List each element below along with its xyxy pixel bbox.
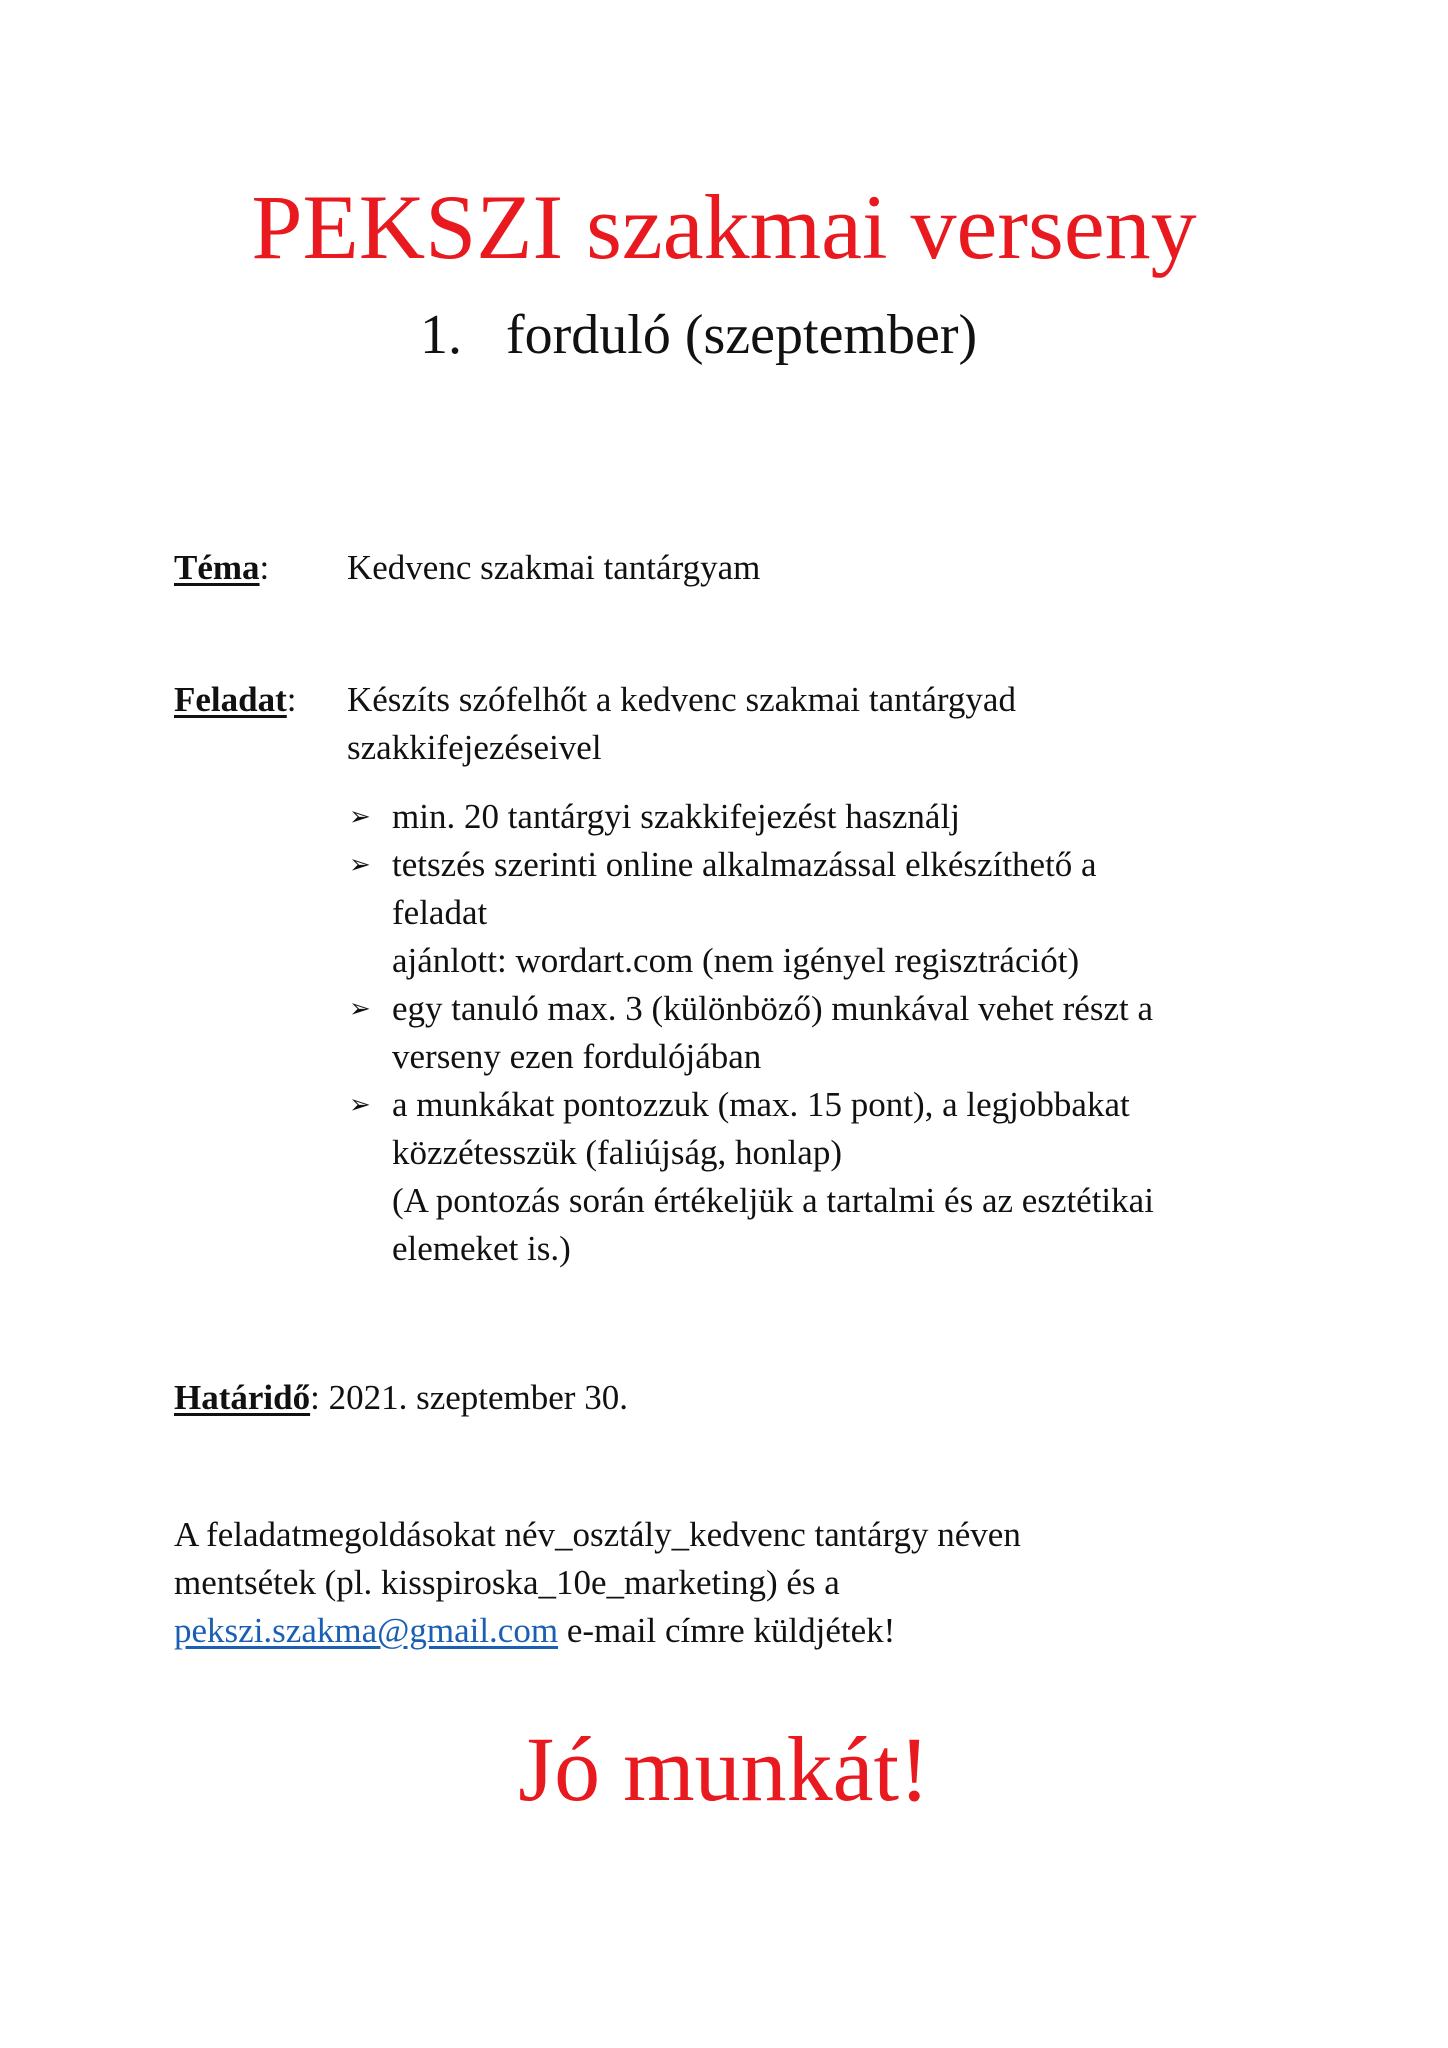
- list-item: ➢ a munkákat pontozzuk (max. 15 pont), a legjobbakat közzétesszük (faliújság, honlap) (A pontozás során értékeljük a tartalmi és az esztétikai elemeket is.): [347, 1081, 1307, 1273]
- submission-note: A feladatmegoldásokat név_osztály_kedvenc tantárgy néven mentsétek (pl. kisspiroska_10e_marketing) és a pekszi.szakma@gmail.com e-mail címre küldjétek!: [174, 1515, 1021, 1650]
- theme-label: Téma:: [174, 548, 270, 587]
- email-link[interactable]: pekszi.szakma@gmail.com: [174, 1611, 559, 1650]
- round-number: 1.: [420, 304, 462, 366]
- arrow-bullet-icon: ➢: [349, 850, 371, 880]
- round-text: forduló (szeptember): [506, 304, 978, 366]
- page-title: PEKSZI szakmai verseny: [251, 176, 1197, 278]
- list-item: ➢ tetszés szerinti online alkalmazással elkészíthető a feladat ajánlott: wordart.com (nem igényel regisztrációt): [347, 841, 1307, 985]
- arrow-bullet-icon: ➢: [349, 1090, 371, 1120]
- list-item: ➢ egy tanuló max. 3 (különböző) munkával vehet részt a verseny ezen fordulójában: [347, 985, 1307, 1081]
- arrow-bullet-icon: ➢: [349, 802, 371, 832]
- arrow-bullet-icon: ➢: [349, 994, 371, 1024]
- task-label: Feladat:: [174, 680, 297, 719]
- deadline-label: Határidő: [174, 1378, 311, 1417]
- round-subtitle: [420, 300, 977, 370]
- list-item: ➢ min. 20 tantárgyi szakkifejezést használj: [347, 793, 1307, 841]
- task-bullet-list: [347, 793, 1307, 1273]
- deadline-value: 2021. szeptember 30.: [328, 1378, 628, 1417]
- task-description: Készíts szófelhőt a kedvenc szakmai tantárgyad szakkifejezéseivel: [347, 680, 1016, 767]
- closing-message: Jó munkát!: [518, 1718, 930, 1820]
- deadline: Határidő: 2021. szeptember 30.: [174, 1378, 628, 1417]
- theme-value: Kedvenc szakmai tantárgyam: [347, 548, 761, 587]
